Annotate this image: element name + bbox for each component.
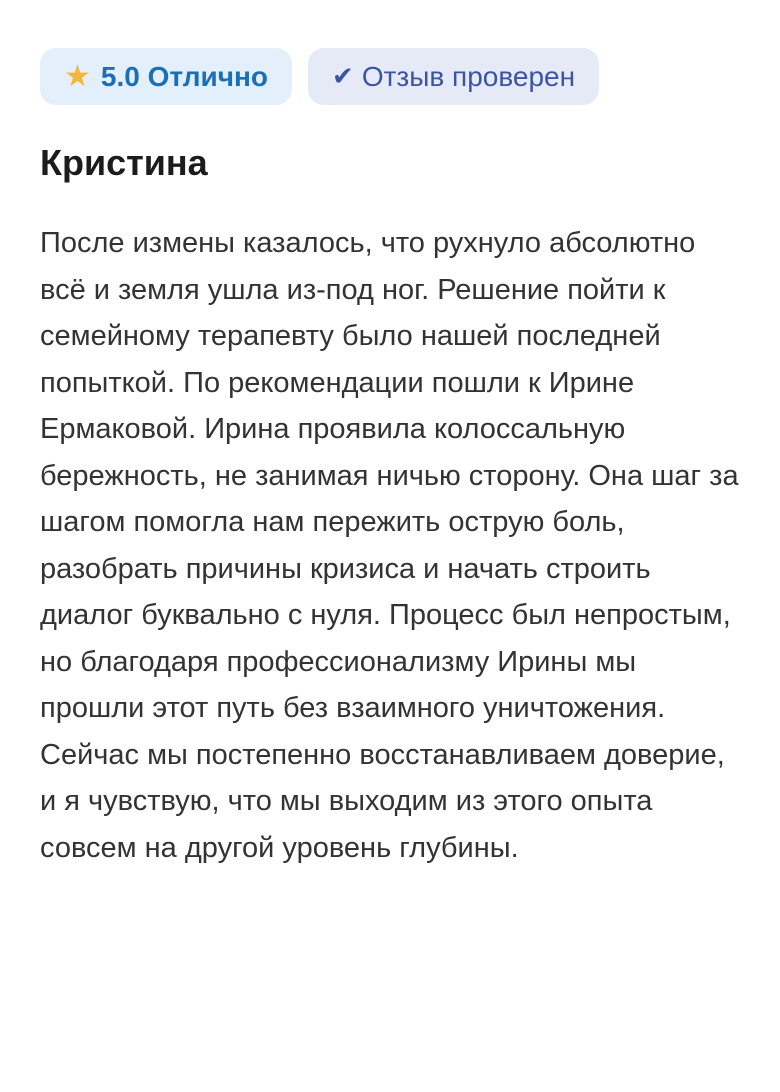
rating-label: 5.0 Отлично: [100, 60, 269, 92]
star-icon: ★: [64, 58, 91, 94]
checkmark-icon: ✔: [332, 61, 354, 92]
verified-label: Отзыв проверен: [361, 60, 576, 92]
reviewer-name: Кристина: [40, 142, 208, 183]
verified-badge: [308, 48, 599, 105]
rating-badge: [40, 48, 292, 105]
badge-row: [40, 48, 740, 105]
review-text: После измены казалось, что рухнуло абсолютно всё и земля ушла из-под ног. Решение пойти к семейному терапевту было нашей последней попыткой. По рекомендации пошли к Ирине Ермаковой. Ирина проявила колоссальную бережность, не занимая ничью сторону. Она шаг за шагом помогла нам пережить острую боль, разобрать причины кризиса и начать строить диалог буквально с нуля. Процесс был непростым, но благодаря профессионализму Ирины мы прошли этот путь без взаимного уничтожения. Сейчас мы постепенно восстанавливаем доверие, и я чувствую, что мы выходим из этого опыта совсем на другой уровень глубины.: [40, 227, 739, 864]
